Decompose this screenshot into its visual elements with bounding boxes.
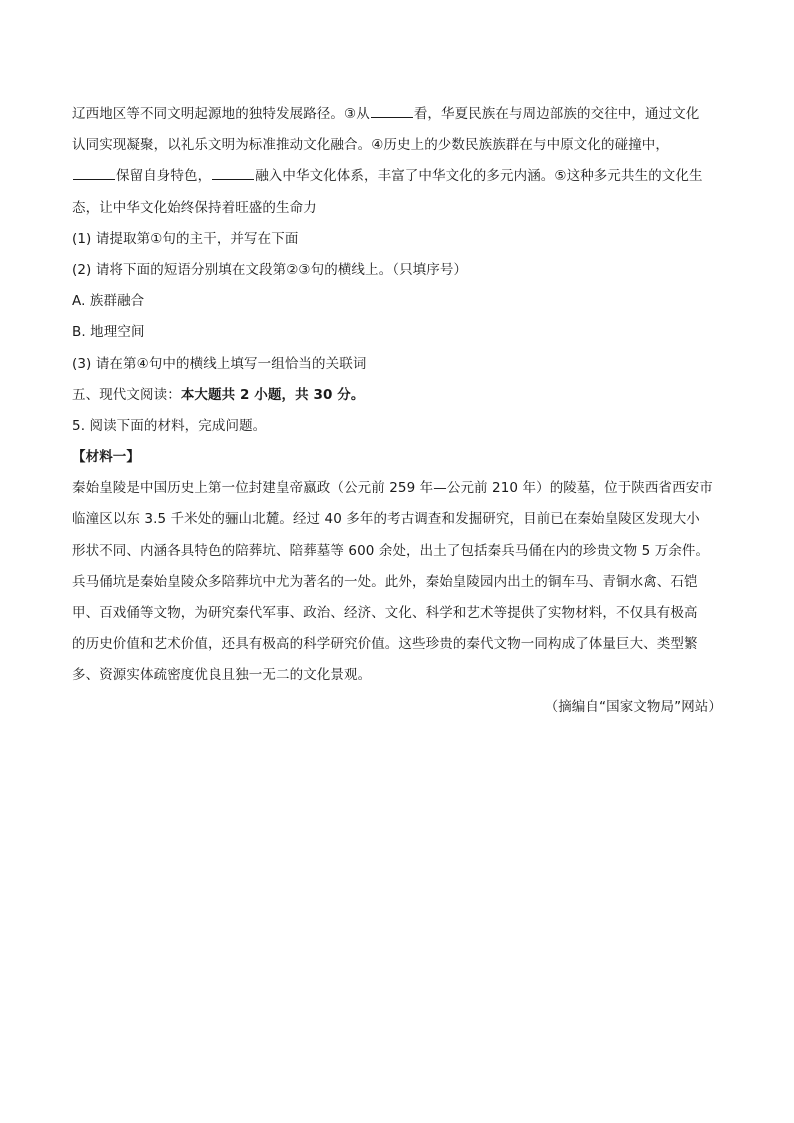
- option-text: B. 地理空间: [72, 324, 145, 341]
- option-text: A. 族群融合: [72, 293, 145, 310]
- material-line-3: [72, 536, 722, 567]
- passage-line-1: [72, 99, 722, 130]
- material-label-text: 【材料一】: [72, 449, 140, 466]
- fill-blank-4a: [73, 178, 115, 180]
- material-line-1: [72, 473, 722, 504]
- question-3: [72, 349, 722, 380]
- question-text: (2) 请将下面的短语分别填在文段第②③句的横线上。（只填序号）: [72, 261, 468, 278]
- material-text: 临潼区以东 3.5 千米处的骊山北麓。经过 40 多年的考古调查和发掘研究，目前已在秦始皇陵区发现大小: [72, 511, 700, 528]
- passage-text: 保留自身特色，: [116, 168, 212, 185]
- section-heading-info: 本大题共 2 小题，共 30 分。: [180, 386, 365, 403]
- question-text: (3) 请在第④句中的横线上填写一组恰当的关联词: [72, 355, 367, 372]
- material-text: 形状不同、内涵各具特色的陪葬坑、陪葬墓等 600 余处，出土了包括秦兵马俑在内的珍贵文物 5 万余件。: [72, 542, 710, 559]
- question-1: [72, 224, 722, 255]
- section-heading: [72, 380, 722, 411]
- question-text: (1) 请提取第①句的主干，并写在下面: [72, 230, 299, 247]
- material-line-7: [72, 660, 722, 691]
- material-text: 兵马俑坑是秦始皇陵众多陪葬坑中尤为著名的一处。此外，秦始皇陵园内出土的铜车马、青铜水禽、石铠: [72, 573, 698, 590]
- material-line-6: [72, 629, 722, 660]
- fill-blank-4b: [212, 178, 254, 180]
- material-text: 的历史价值和艺术价值，还具有极高的科学研究价值。这些珍贵的秦代文物一同构成了体量巨大、类型繁: [72, 636, 698, 653]
- material-source: [72, 692, 722, 723]
- material-label: [72, 442, 722, 473]
- material-text: 甲、百戏俑等文物，为研究秦代军事、政治、经济、文化、科学和艺术等提供了实物材料，不仅具有极高: [72, 605, 698, 621]
- passage-text: 融入中华文化体系，丰富了中华文化的多元内涵。⑤这种多元共生的文化生: [255, 168, 703, 185]
- fill-blank-3: [371, 116, 413, 118]
- passage-text: 认同实现凝聚，以礼乐文明为标准推动文化融合。④历史上的少数民族族群在与中原文化的碰撞中，: [72, 137, 670, 154]
- question-2: [72, 255, 722, 286]
- passage-line-4: [72, 193, 722, 224]
- passage-line-2: [72, 130, 722, 161]
- option-b: [72, 317, 722, 348]
- question-text: 5. 阅读下面的材料，完成问题。: [72, 417, 267, 434]
- passage-text: 态，让中华文化始终保持着旺盛的生命力: [72, 199, 317, 216]
- page-content: [72, 99, 722, 723]
- material-line-2: [72, 504, 722, 535]
- source-text: （摘编自“国家文物局”网站）: [544, 698, 722, 715]
- question-5: [72, 411, 722, 442]
- section-heading-prefix: 五、现代文阅读：: [72, 386, 181, 403]
- material-line-5: [72, 598, 722, 629]
- passage-line-3: [72, 161, 722, 192]
- material-line-4: [72, 567, 722, 598]
- material-text: 秦始皇陵是中国历史上第一位封建皇帝嬴政（公元前 259 年—公元前 210 年）的陵墓，位于陕西省西安市: [72, 480, 713, 497]
- option-a: [72, 286, 722, 317]
- material-text: 多、资源实体疏密度优良且独一无二的文化景观。: [72, 667, 372, 684]
- passage-text: 看，华夏民族在与周边部族的交往中，通过文化: [413, 106, 700, 122]
- passage-text: 辽西地区等不同文明起源地的独特发展路径。③从: [72, 106, 370, 122]
